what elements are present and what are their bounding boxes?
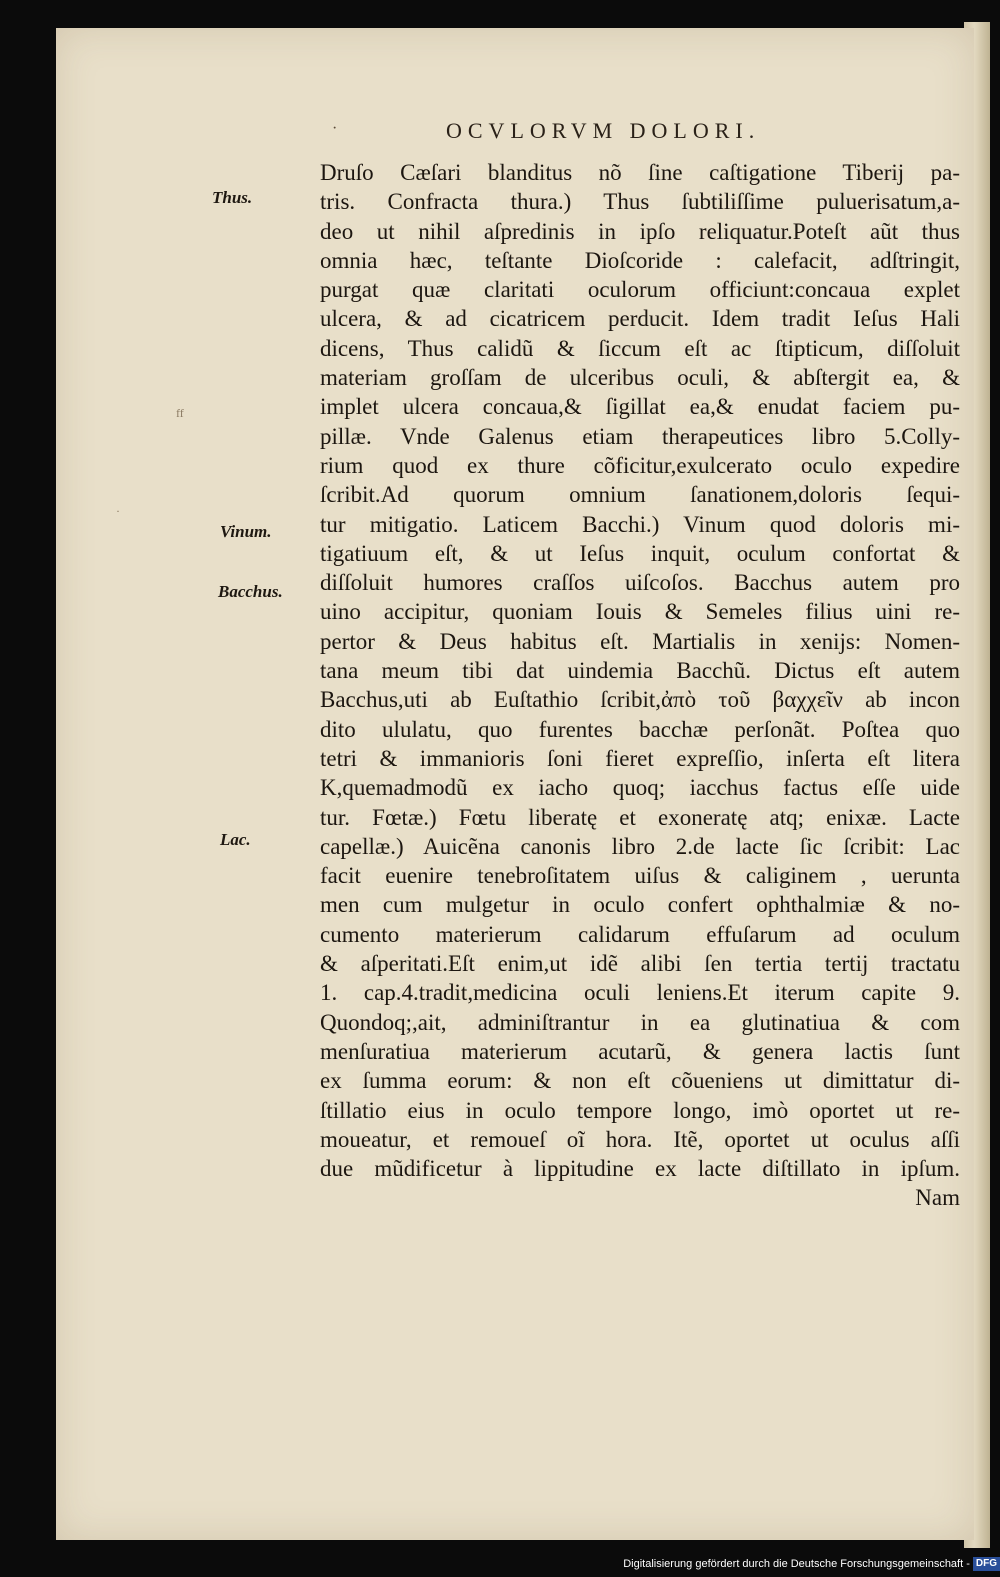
running-head: OCVLORVM DOLORI. [446,118,761,143]
text-line: menſuratiua materierum acutarũ, & genera lactis ſunt [320,1038,960,1064]
text-line: tetri & immanioris ſoni fieret expreſſio, inſerta eſt litera [320,745,960,771]
text-line: 1. cap.4.tradit,medicina oculi leniens.Et iterum capite 9. [320,980,960,1006]
body-text [320,158,960,1213]
text-line: due mũdificetur à lippitudine ex lacte diſtillato in ipſum. [320,1156,960,1182]
text-line: tigatiuum eſt, & ut Ieſus inquit, oculum confortat & [320,540,960,566]
catchword: Nam [915,1185,960,1211]
text-line: purgat quæ claritati oculorum officiunt:concaua explet [320,277,960,303]
funding-text: Digitalisierung gefördert durch die Deutsche Forschungsgemeinschaft - [623,1558,970,1570]
text-line: Bacchus,uti ab Euſtathio ſcribit,ἀπὸ τοῦ βαχχεῖν ab incon [320,687,960,713]
marginal-note-bacchus: Bacchus. [218,582,283,601]
text-line: dito ululatu, quo furentes bacchæ perſonãt. Poſtea quo [320,716,960,742]
text-line: pillæ. Vnde Galenus etiam therapeutices libro 5.Colly- [320,423,960,449]
text-line: rium quod ex thure cõficitur,exulcerato oculo expedire [320,452,960,478]
text-line: tana meum tibi dat uindemia Bacchũ. Dictus eſt autem [320,658,960,684]
text-line: Druſo Cæſari blanditus nõ ſine caſtigatione Tiberij pa- [320,160,960,185]
text-line: & aſperitati.Eſt enim,ut idẽ alibi ſen tertia tertij tractatu [320,951,960,977]
text-line: cumento materierum calidarum effuſarum ad oculum [320,921,960,947]
text-line: men cum mulgetur in oculo confert ophthalmiæ & no- [320,892,960,918]
dfg-logo: DFG [973,1557,1000,1571]
text-line: materiam groſſam de ulceribus oculi, & abſtergit ea, & [320,365,960,391]
marginal-note-vinum: Vinum. [220,522,272,541]
text-line: implet ulcera concaua,& ſigillat ea,& enudat faciem pu- [320,394,960,420]
text-line: ſcribit.Ad quorum omnium ſanationem,doloris ſequi- [320,482,960,508]
text-line: tur mitigatio. Laticem Bacchi.) Vinum quod doloris mi- [320,511,960,537]
funding-footer [600,1554,1000,1574]
marginal-note-thus: Thus. [212,188,253,207]
text-line: capellæ.) Auicẽna canonis libro 2.de lacte ſic ſcribit: Lac [320,833,960,859]
text-line: pertor & Deus habitus eſt. Martialis in xenijs: Nomen- [320,628,960,654]
text-line: Quondoq;,ait, adminiſtrantur in ea glutinatiua & com [320,1009,960,1035]
text-line: facit euenire tenebroſitatem uiſus & caliginem , uerunta [320,863,960,889]
text-line: tur. Fœtæ.) Fœtu liberatę et exoneratę atq; enixæ. Lacte [320,804,960,830]
text-line: K,quemadmodũ ex iacho quoq; iacchus factus eſſe uide [320,775,960,801]
marginal-note-lac: Lac. [220,830,251,849]
text-line: ulcera, & ad cicatricem perducit. Idem tradit Ieſus Hali [320,306,960,332]
text-line: uino accipitur, quoniam Iouis & Semeles filius uini re- [320,599,960,625]
text-line: omnia hæc, teſtante Dioſcoride : calefacit, adſtringit, [320,247,960,273]
head-mark: · [332,120,338,137]
margin-speck: · [116,504,120,518]
text-line: dicens, Thus calidũ & ſiccum eſt ac ſtipticum, diſſoluit [320,335,960,361]
text-line: ſtillatio eius in oculo tempore longo, imò oportet ut re- [320,1097,960,1123]
margin-speck: ff [176,406,184,420]
text-line: diſſoluit humores craſſos uiſcoſos. Bacchus autem pro [320,570,960,596]
text-line: moueatur, et remoueſ oĩ hora. Itẽ, oportet ut oculus aſſi [320,1126,960,1152]
text-line: ex ſumma eorum: & non eſt cõueniens ut dimittatur di- [320,1068,960,1094]
text-line: deo ut nihil aſpredinis in ipſo reliquatur.Poteſt aũt thus [320,218,960,244]
text-line: tris. Confracta thura.) Thus ſubtiliſſime puluerisatum,a- [320,189,960,215]
